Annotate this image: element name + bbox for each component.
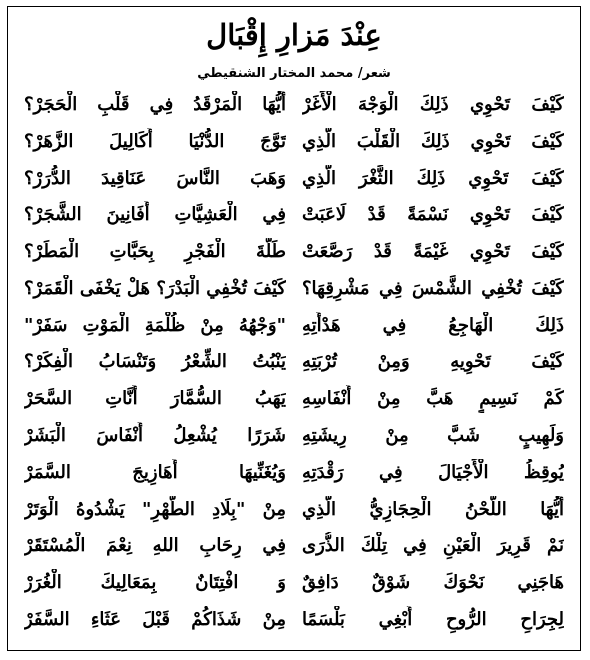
verse-row bbox=[24, 237, 564, 267]
verse-second-hemistich: يَنْبُتُ الشِّعْرُ وَتَنْسَابُ الْفِكَرْ؟ bbox=[24, 351, 286, 373]
verse-row bbox=[24, 274, 564, 304]
verse-row bbox=[24, 531, 564, 561]
verse-second-hemistich: تَوَّجَ الدُّنْيَا أَكَالِيلَ الزَّهَرْ؟ bbox=[24, 130, 286, 152]
verse-row bbox=[24, 311, 564, 341]
verse-second-hemistich: وَ افْتِتَانٌ بِمَعَالِيكَ الْغُرَرْ bbox=[24, 572, 286, 594]
verse-row bbox=[24, 421, 564, 451]
verse-first-hemistich: أَيُّهَا اللَّحْنُ الْحِجَازِيُّ الَّذِي bbox=[302, 498, 564, 520]
verse-row bbox=[24, 568, 564, 598]
poem-body bbox=[24, 90, 564, 635]
verse-first-hemistich: كَيْفَ تُخْفِي الشَّمْسَ فِي مَشْرِقِهَا؟ bbox=[302, 277, 564, 299]
verse-second-hemistich: "وَجْهُهُ مِنْ ظُلْمَةِ الْمَوْتِ سَفَرْ" bbox=[24, 314, 286, 336]
verse-first-hemistich: وَلَهِيبٍ شَبَّ مِنْ رِيشَتِهِ bbox=[302, 425, 564, 447]
verse-row bbox=[24, 495, 564, 525]
verse-second-hemistich: طَلَّةَ الْفَجْرِ بِحَبَّاتِ الْمَطَرْ؟ bbox=[24, 241, 286, 263]
verse-row bbox=[24, 458, 564, 488]
poem-frame bbox=[7, 6, 581, 651]
verse-first-hemistich: هَاجَنِي نَحْوَكَ شَوْقٌ دَافِقٌ bbox=[302, 572, 564, 594]
verse-row bbox=[24, 127, 564, 157]
verse-second-hemistich: مِنْ شَذَاكُمْ قَبْلَ عَثَاءِ السَّفَرْ bbox=[24, 608, 286, 630]
verse-first-hemistich: كَيْفَ تَحْوِي نَسْمَةً قَدْ لَاعَبَتْ bbox=[302, 204, 564, 226]
verse-second-hemistich: وَيُغَنِّيهَا أَهَازِيجَ السَّمَرْ bbox=[24, 461, 286, 483]
verse-row bbox=[24, 605, 564, 635]
poem-title: عِنْدَ مَزارِ إِقْبَال bbox=[206, 18, 382, 52]
verse-second-hemistich: يَهَبُ السُّمَّارَ أَنَّاتِ السَّحَرْ bbox=[24, 388, 286, 410]
verse-first-hemistich: نَمْ قَرِيرَ الْعَيْنِ فِي تِلْكَ الذُّرَى bbox=[302, 535, 564, 557]
verse-first-hemistich: ذَلِكَ الْهَاجِعُ فِي هَدْأَتِهِ bbox=[302, 314, 564, 336]
verse-second-hemistich: كَيْفَ تُخْفِي الْبَدْرَ؟ هَلْ يَخْفَى الْقَمَرْ؟ bbox=[24, 277, 286, 299]
verse-second-hemistich: أَيُّهَا الْمَرْقَدُ فِي قَلْبِ الْحَجَرْ؟ bbox=[24, 94, 286, 115]
poem-author: شعر/ محمد المختار الشنقيطي bbox=[197, 66, 391, 81]
verse-second-hemistich: شَرَرًا يُشْعِلُ أَنْفَاسَ الْبَشَرْ bbox=[24, 425, 286, 447]
verse-row bbox=[24, 90, 564, 120]
verse-second-hemistich: فِي رِحَابِ اللهِ نِعْمَ الْمُسْتَقَرْ bbox=[24, 535, 286, 557]
verse-row bbox=[24, 164, 564, 194]
verse-first-hemistich: كَمْ نَسِيمٍ هَبَّ مِنْ أَنْفَاسِهِ bbox=[302, 388, 564, 410]
verse-first-hemistich: كَيْفَ تَحْوِي غَيْمَةً قَدْ رَصَّعَتْ bbox=[302, 241, 564, 263]
verse-first-hemistich: يُوقِظُ الْأَجْيَالَ فِي رَقْدَتِهِ bbox=[302, 461, 564, 483]
verse-second-hemistich: وَهَبَ النَّاسَ عَنَاقِيدَ الدُّرَرْ؟ bbox=[24, 167, 286, 189]
verse-first-hemistich: كَيْفَ تَحْوِي ذَلِكَ الْوَجْهَ الْأَغَرْ bbox=[302, 94, 564, 115]
verse-second-hemistich: مِنْ "بِلَادِ الطُّهْرِ" يَشْدُوهُ الْوَتَرْ bbox=[24, 498, 286, 520]
verse-first-hemistich: كَيْفَ تَحْوِيهِ وَمِنْ تُرْبَتِهِ bbox=[302, 351, 564, 373]
verse-row bbox=[24, 347, 564, 377]
verse-row bbox=[24, 200, 564, 230]
verse-first-hemistich: لِجِرَاحِ الرُّوحِ أَبْغِي بَلْسَمًا bbox=[302, 608, 564, 630]
verse-first-hemistich: كَيْفَ تَحْوِي ذَلِكَ الثَّغْرَ الَّذِي bbox=[302, 167, 564, 189]
verse-second-hemistich: فِي الْعَشِيَّاتِ أَفَانِينَ الشَّجَرْ؟ bbox=[24, 204, 286, 226]
verse-row bbox=[24, 384, 564, 414]
verse-first-hemistich: كَيْفَ تَحْوِي ذَلِكَ الْقَلْبَ الَّذِي bbox=[302, 130, 564, 152]
